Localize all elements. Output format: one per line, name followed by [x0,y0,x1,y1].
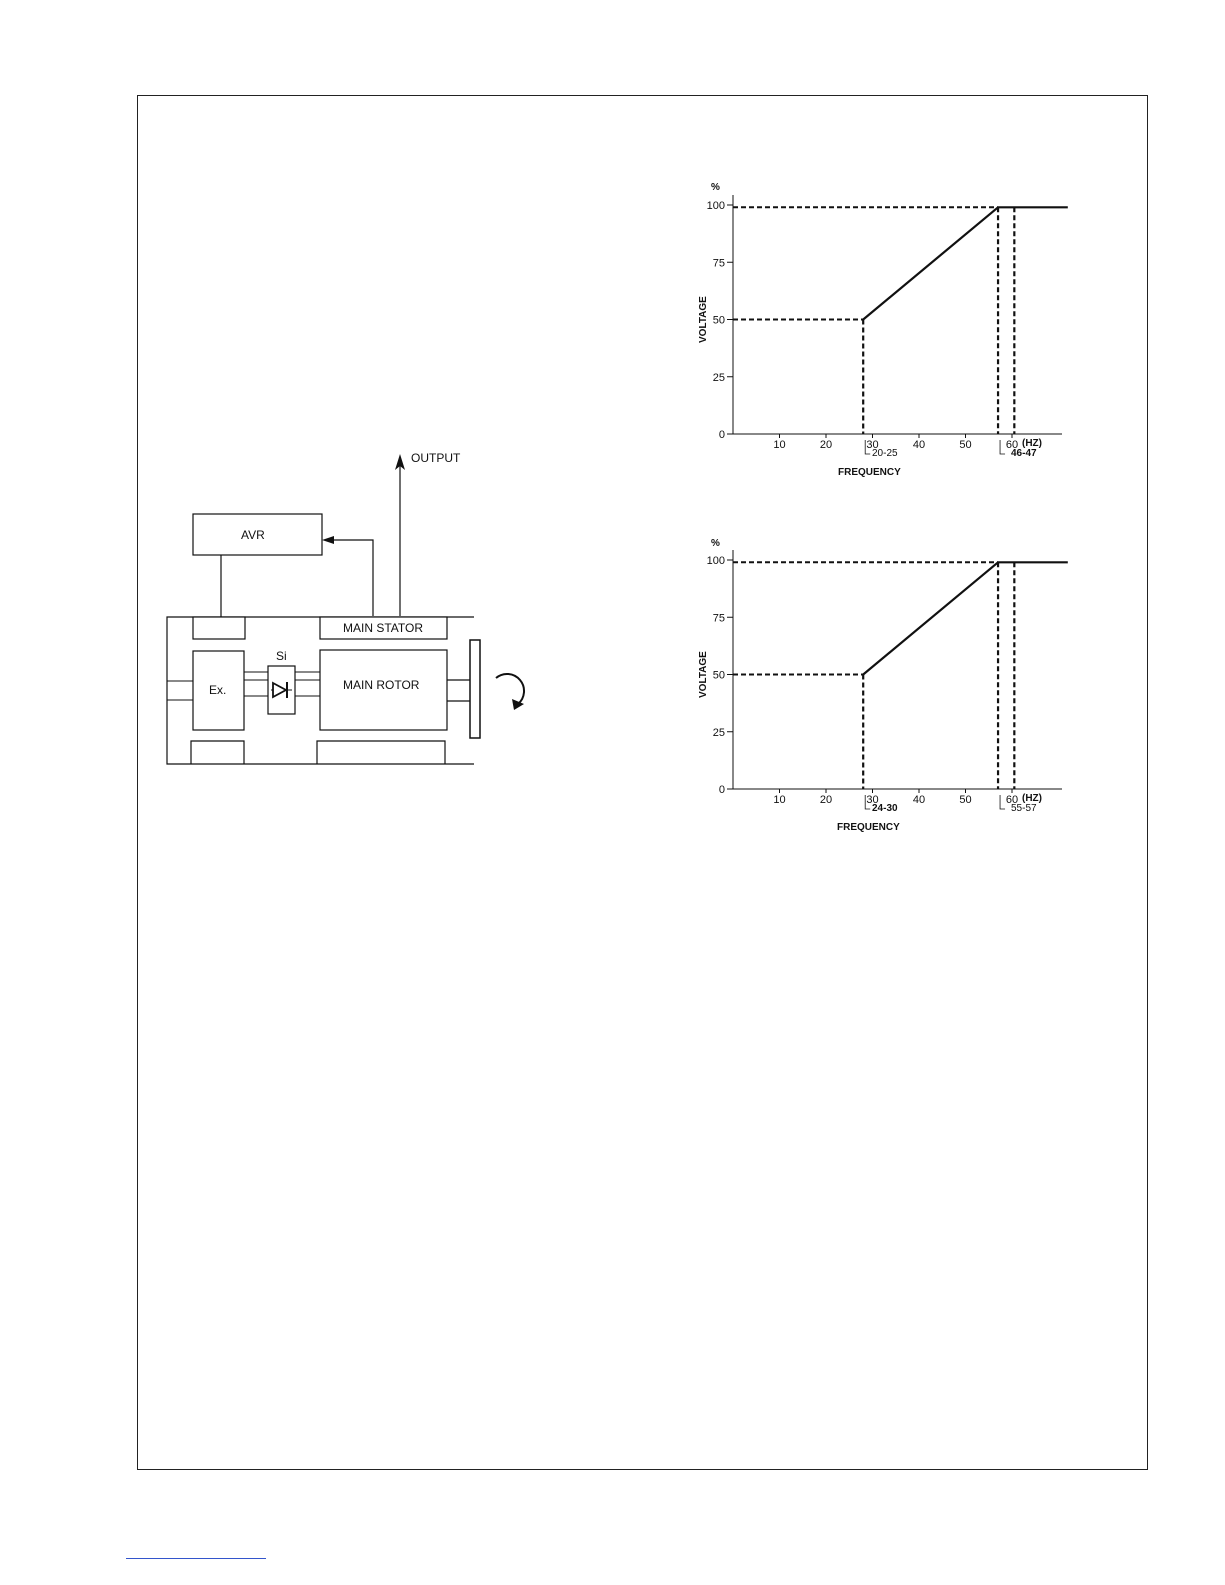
chart-1-y-tick-label: 0 [718,429,725,441]
chart-1-x-tick-label: 50 [959,439,972,451]
chart-1-x-tick-label: 40 [912,439,926,451]
chart-1-x-unit: (HZ) [1022,438,1042,449]
chart-1-x-tick-label: 60 [1005,439,1019,451]
chart-1-x-tick-label: 10 [773,439,786,451]
chart-2-y-tick-label: 50 [712,669,725,682]
chart-2-y-tick-label: 75 [712,612,725,625]
chart-2-x-tick-label: 60 [1005,794,1019,806]
chart-1-y-unit: % [711,182,720,193]
chart-1-y-tick-label: 100 [706,200,725,212]
chart-1-y-tick-label: 75 [712,257,725,270]
chart-1-xlabel: FREQUENCY [838,467,901,478]
chart-2-y-tick-label: 0 [718,784,725,796]
chart-2-x-tick-label: 10 [773,794,786,806]
avr-label: AVR [241,528,265,542]
chart-1-annotation-low: 20-25 [872,448,898,459]
chart-2-xlabel: FREQUENCY [837,822,900,833]
chart-2-annotation-high: 55-57 [1011,803,1037,814]
chart-2-x-tick-label: 20 [819,794,833,806]
chart-1-x-tick-label: 30 [866,439,879,451]
chart-2-x-tick-label: 50 [959,794,972,806]
chart-2-y-tick-label: 25 [712,726,725,739]
chart-2-ylabel: VOLTAGE [698,651,709,698]
main-rotor-label: MAIN ROTOR [343,678,420,692]
chart-1-annotation-high: 46-47 [1011,448,1037,459]
chart-2-y-tick-label: 100 [706,555,725,567]
chart-2-y-unit: % [711,538,720,549]
main-stator-label: MAIN STATOR [343,621,424,635]
chart-2-voltage-line [863,562,1068,674]
si-label: Si [276,649,287,663]
chart-2-x-unit: (HZ) [1022,793,1042,804]
chart-1-y-tick-label: 25 [712,371,725,384]
chart-2-annotation-bracket [1000,795,1005,809]
chart-2-x-tick-label: 40 [912,794,926,806]
chart-1-x-tick-label: 20 [819,439,833,451]
output-label: OUTPUT [411,451,461,465]
chart-2-annotation-low: 24-30 [872,803,898,814]
chart-1-ylabel: VOLTAGE [698,296,709,343]
chart-1-y-tick-label: 50 [712,314,725,327]
exciter-label: Ex. [209,683,227,697]
chart-2-x-tick-label: 30 [866,794,879,806]
